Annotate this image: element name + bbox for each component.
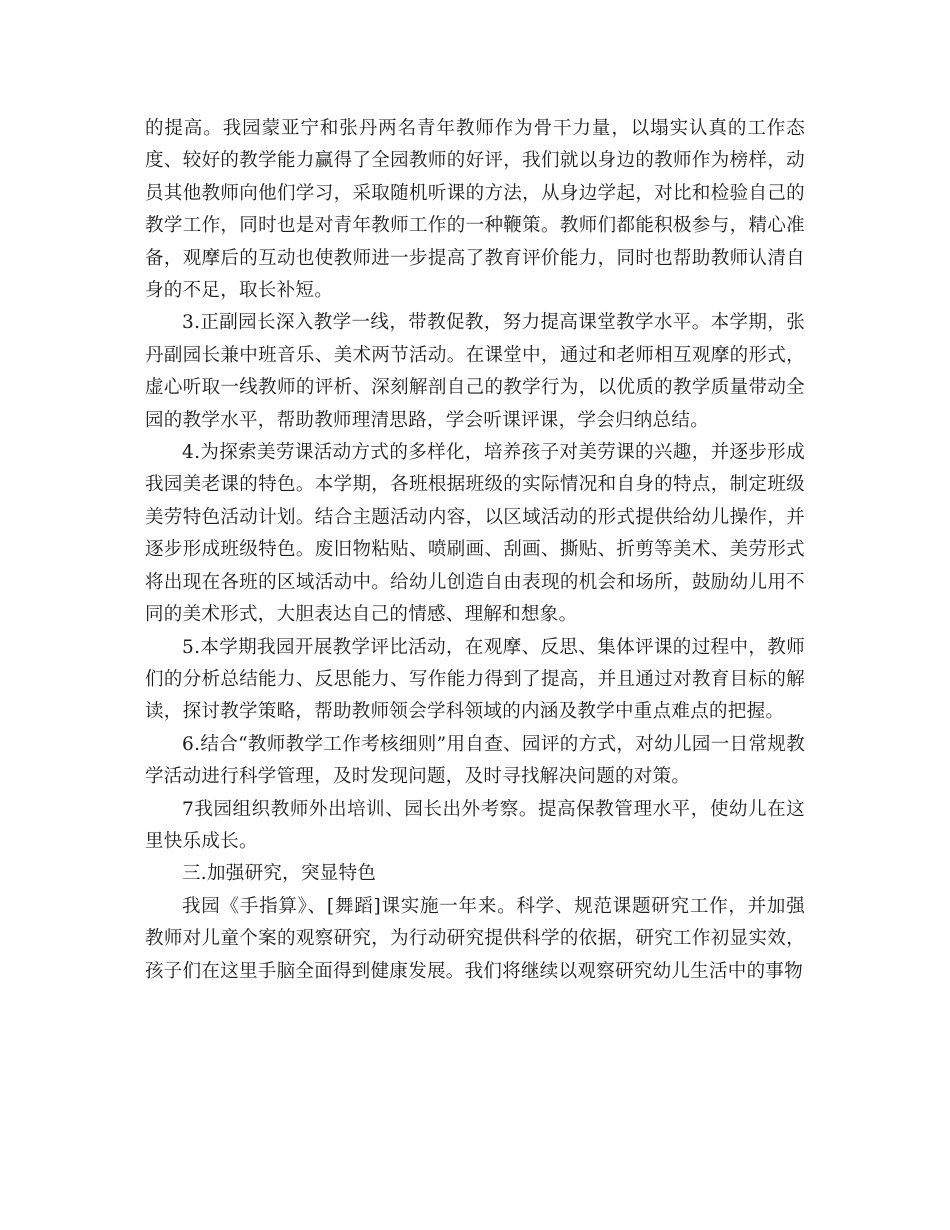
paragraph-6: 7我园组织教师外出培训、园长出外考察。提高保教管理水平，使幼儿在这里快乐成长。 [145,798,805,852]
paragraph-4: 5.本学期我园开展教学评比活动，在观摩、反思、集体评课的过程中，教师们的分析总结能力、反思能力、写作能力得到了提高，并且通过对教育目标的解读，探讨教学策略，帮助教师领会学科领域的内涵及教学中重点难点的把握。 [145,636,805,723]
paragraph-2: 3.正副园长深入教学一线，带教促教，努力提高课堂教学水平。本学期，张丹副园长兼中班音乐、美术两节活动。在课堂中，通过和老师相互观摩的形式，虚心听取一线教师的评析、深刻解剖自己的教学行为，以优质的教学质量带动全园的教学水平，帮助教师理清思路，学会听课评课，学会归纳总结。 [145,312,805,431]
section-heading: 三.加强研究，突显特色 [182,863,377,885]
paragraph-5: 6.结合“教师教学工作考核细则”用自查、园评的方式，对幼儿园一日常规教学活动进行科学管理，及时发现问题，及时寻找解决问题的对策。 [145,733,805,788]
document-body [145,113,805,988]
paragraph-1: 的提高。我园蒙亚宁和张丹两名青年教师作为骨干力量，以塌实认真的工作态度、较好的教学能力赢得了全园教师的好评，我们就以身边的教师作为榜样，动员其他教师向他们学习，采取随机听课的方法，从身边学起，对比和检验自己的教学工作，同时也是对青年教师工作的一种鞭策。教师们都能积极参与，精心准备，观摩后的互动也使教师进一步提高了教育评价能力，同时也帮助教师认清自身的不足，取长补短。 [145,118,805,302]
paragraph-7: 我园《手指算》、[舞蹈]课实施一年来。科学、规范课题研究工作，并加强教师对儿童个案的观察研究，为行动研究提供科学的依据，研究工作初显实效，孩子们在这里手脑全面得到健康发展。我们将继续以观察研究幼儿生活中的事物 [145,895,805,982]
paragraph-3: 4.为探索美劳课活动方式的多样化，培养孩子对美劳课的兴趣，并逐步形成我园美老课的特色。本学期，各班根据班级的实际情况和自身的特点，制定班级美劳特色活动计划。结合主题活动内容，以区域活动的形式提供给幼儿操作，并逐步形成班级特色。废旧物粘贴、喷刷画、刮画、撕贴、折剪等美术、美劳形式将出现在各班的区域活动中。给幼儿创造自由表现的机会和场所，鼓励幼儿用不同的美术形式，大胆表达自己的情感、理解和想象。 [145,442,805,626]
